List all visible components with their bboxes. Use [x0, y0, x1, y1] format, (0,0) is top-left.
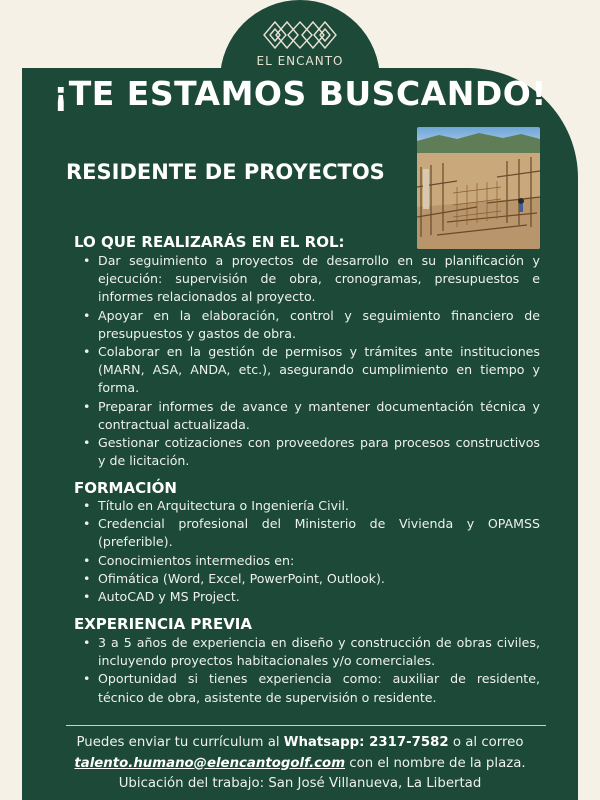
- list-item: • Título en Arquitectura o Ingeniería Civil.: [74, 497, 540, 515]
- experience-heading: EXPERIENCIA PREVIA: [74, 615, 252, 633]
- whatsapp-number[interactable]: Whatsapp: 2317-7582: [283, 735, 449, 750]
- list-item: • Oportunidad si tienes experiencia como: auxiliar de residente, técnico de obra, asistente de supervisión o residente.: [74, 670, 540, 706]
- job-location: Ubicación del trabajo: San José Villanueva, La Libertad: [118, 776, 482, 791]
- list-item: • Colaborar en la gestión de permisos y trámites ante instituciones (MARN, ASA, ANDA, etc.), asegurando cumplimiento en tiempo y forma.: [74, 343, 540, 398]
- email-link[interactable]: talento.humano@elencantogolf.com: [74, 755, 346, 771]
- email-suffix: con el nombre de la plaza.: [345, 755, 526, 771]
- divider: [66, 725, 546, 726]
- headline: ¡TE ESTAMOS BUSCANDO!: [53, 74, 547, 113]
- role-title: RESIDENTE DE PROYECTOS: [66, 160, 385, 184]
- list-item: • Gestionar cotizaciones con proveedores para procesos constructivos y de licitación.: [74, 434, 540, 470]
- list-item: • AutoCAD y MS Project.: [74, 588, 540, 606]
- list-item: • Preparar informes de avance y mantener documentación técnica y contractual actualizada.: [74, 398, 540, 434]
- lattice-logo-icon: [262, 18, 338, 52]
- education-heading: FORMACIÓN: [74, 479, 177, 497]
- contact-footer: [22, 733, 578, 795]
- education-list: [74, 497, 540, 606]
- list-item: • Dar seguimiento a proyectos de desarrollo en su planificación y ejecución: supervisión de obra, cronogramas, presupuestos e informes relacionados al proyecto.: [74, 252, 540, 307]
- contact-line-2: [22, 754, 578, 775]
- contact-prefix: Puedes enviar tu currículum al: [76, 735, 284, 750]
- contact-line-1: [22, 733, 578, 754]
- tasks-list: [74, 252, 540, 470]
- list-item: • Credencial profesional del Ministerio de Vivienda y OPAMSS (preferible).: [74, 515, 540, 551]
- contact-suffix: o al correo: [448, 735, 524, 750]
- experience-list: [74, 634, 540, 707]
- tasks-heading: LO QUE REALIZARÁS EN EL ROL:: [74, 233, 345, 251]
- list-item: • Apoyar en la elaboración, control y seguimiento financiero de presupuestos y gastos de obra.: [74, 307, 540, 343]
- construction-site-photo: [417, 127, 540, 249]
- list-item: • Conocimientos intermedios en:: [74, 552, 540, 570]
- list-item: • 3 a 5 años de experiencia en diseño y construcción de obras civiles, incluyendo proyectos habitacionales y/o comerciales.: [74, 634, 540, 670]
- brand-name: EL ENCANTO: [256, 54, 344, 68]
- list-item: • Ofimática (Word, Excel, PowerPoint, Outlook).: [74, 570, 540, 588]
